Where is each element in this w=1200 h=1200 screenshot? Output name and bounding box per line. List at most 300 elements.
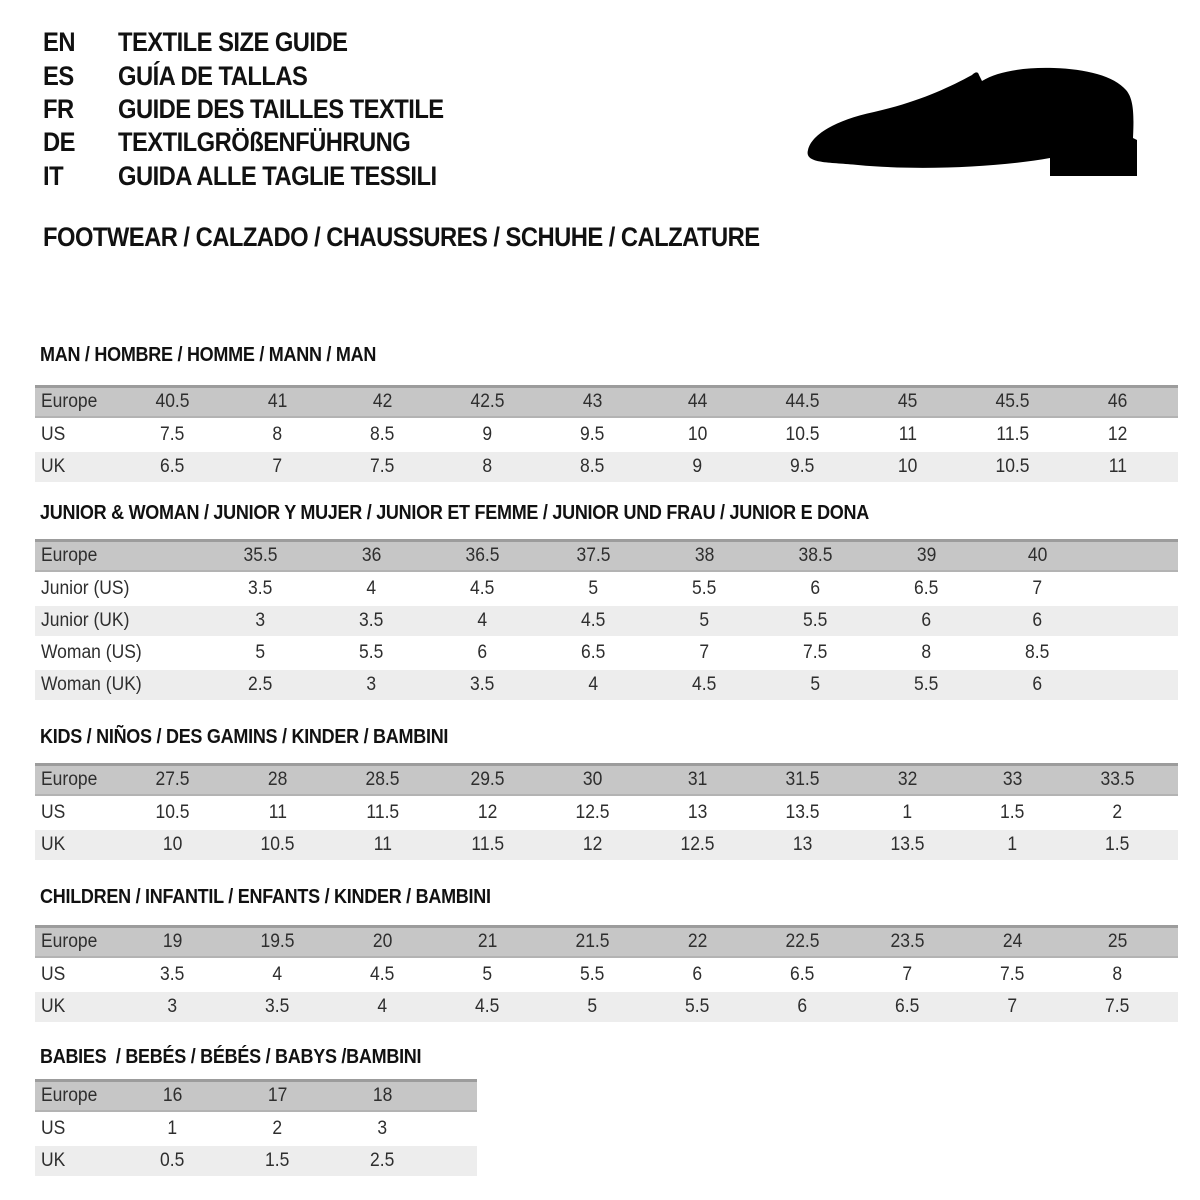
table-row-uk xyxy=(35,1146,477,1176)
size-cell xyxy=(316,674,427,696)
size-table xyxy=(35,763,1178,860)
row-end-spacer xyxy=(1170,1007,1178,1008)
size-cell xyxy=(760,545,871,567)
size-section-children xyxy=(35,887,1178,1024)
size-cell xyxy=(120,391,225,413)
size-section-man xyxy=(35,345,1178,484)
row-label xyxy=(35,642,205,664)
size-cell xyxy=(649,545,760,567)
size-cell xyxy=(330,964,435,986)
size-value: 11.5 xyxy=(996,424,1029,445)
row-label xyxy=(35,964,120,986)
size-cell xyxy=(538,545,649,567)
row-end-spacer xyxy=(1170,845,1178,846)
size-value: 33 xyxy=(1002,769,1023,790)
size-value: 8 xyxy=(1112,964,1123,985)
size-cell xyxy=(225,964,330,986)
size-value: 6.5 xyxy=(581,642,606,663)
table-row-us xyxy=(35,960,1178,990)
table-row-europe xyxy=(35,925,1178,958)
size-cell xyxy=(855,996,960,1018)
size-cell xyxy=(225,996,330,1018)
category-line: FOOTWEAR / CALZADO / CHAUSSURES / SCHUHE / CALZATURE xyxy=(43,222,760,252)
size-cell xyxy=(982,642,1093,664)
size-value: 1 xyxy=(167,1118,178,1139)
row-label-text: Junior (US) xyxy=(41,578,130,599)
size-cell xyxy=(435,964,540,986)
size-value: 25 xyxy=(1107,931,1128,952)
size-cell xyxy=(1065,391,1170,413)
size-value: 4.5 xyxy=(370,964,395,985)
size-cell xyxy=(435,456,540,478)
size-value: 12 xyxy=(1107,424,1128,445)
size-value: 9.5 xyxy=(790,456,815,477)
size-cell xyxy=(538,642,649,664)
size-value: 7.5 xyxy=(370,456,395,477)
size-cell xyxy=(750,802,855,824)
size-value: 10.5 xyxy=(785,424,820,445)
row-label xyxy=(35,610,205,632)
size-value: 31.5 xyxy=(785,769,820,790)
size-table xyxy=(35,1079,477,1176)
size-cell xyxy=(225,802,330,824)
row-label-text: UK xyxy=(41,996,66,1017)
size-cell xyxy=(750,424,855,446)
size-value: 6 xyxy=(692,964,703,985)
size-cell xyxy=(960,424,1065,446)
size-cell xyxy=(1065,964,1170,986)
size-cell xyxy=(960,996,1065,1018)
size-cell xyxy=(982,674,1093,696)
size-value: 5 xyxy=(699,610,710,631)
size-cell xyxy=(540,964,645,986)
table-row-uk xyxy=(35,452,1178,482)
size-cell xyxy=(330,802,435,824)
size-value: 1 xyxy=(1007,834,1018,855)
size-value: 9.5 xyxy=(580,424,605,445)
size-value: 8.5 xyxy=(1025,642,1050,663)
size-value: 13.5 xyxy=(890,834,925,855)
row-label xyxy=(35,931,120,953)
size-cell xyxy=(225,834,330,856)
size-cell xyxy=(871,610,982,632)
size-value: 4.5 xyxy=(475,996,500,1017)
size-value: 11.5 xyxy=(471,834,504,855)
size-value: 40 xyxy=(1027,545,1048,566)
size-cell xyxy=(538,674,649,696)
size-value: 5.5 xyxy=(685,996,710,1017)
language-line-es xyxy=(43,59,488,92)
size-cell xyxy=(120,1118,225,1140)
size-value: 38 xyxy=(694,545,715,566)
size-cell xyxy=(205,578,316,600)
language-title-list xyxy=(43,26,488,193)
size-value: 8.5 xyxy=(370,424,395,445)
size-cell xyxy=(855,424,960,446)
size-value: 39 xyxy=(916,545,937,566)
size-cell xyxy=(316,545,427,567)
language-guide-title: TEXTILE SIZE GUIDE xyxy=(118,27,348,58)
size-cell xyxy=(225,1118,330,1140)
size-section-kids xyxy=(35,727,1178,862)
row-end-spacer xyxy=(435,1096,477,1097)
size-value: 40.5 xyxy=(155,391,190,412)
size-cell xyxy=(645,802,750,824)
size-value: 2.5 xyxy=(248,674,273,695)
size-cell xyxy=(540,931,645,953)
size-value: 32 xyxy=(897,769,918,790)
table-row-us xyxy=(35,1114,477,1144)
size-cell xyxy=(960,834,1065,856)
size-cell xyxy=(225,424,330,446)
table-row-junior-uk xyxy=(35,606,1178,636)
row-label-text: UK xyxy=(41,456,66,477)
size-cell xyxy=(540,996,645,1018)
size-value: 4.5 xyxy=(470,578,495,599)
size-cell xyxy=(225,931,330,953)
table-row-europe xyxy=(35,763,1178,796)
size-value: 21.5 xyxy=(575,931,610,952)
size-value: 4.5 xyxy=(692,674,717,695)
size-value: 24 xyxy=(1002,931,1023,952)
size-cell xyxy=(330,1118,435,1140)
size-value: 3 xyxy=(167,996,178,1017)
size-cell xyxy=(225,391,330,413)
size-value: 3.5 xyxy=(248,578,273,599)
size-cell xyxy=(645,996,750,1018)
size-value: 35.5 xyxy=(243,545,278,566)
size-value: 8 xyxy=(272,424,283,445)
size-value: 22.5 xyxy=(785,931,820,952)
size-section-babies xyxy=(35,1047,1178,1178)
language-code: FR xyxy=(43,93,74,124)
size-value: 6.5 xyxy=(914,578,939,599)
row-label xyxy=(35,1085,120,1107)
size-cell xyxy=(855,931,960,953)
size-value: 10 xyxy=(897,456,918,477)
row-end-spacer xyxy=(1170,942,1178,943)
size-cell xyxy=(645,964,750,986)
size-cell xyxy=(855,391,960,413)
size-value: 23.5 xyxy=(890,931,925,952)
size-cell xyxy=(750,834,855,856)
size-cell xyxy=(750,456,855,478)
size-cell xyxy=(649,674,760,696)
size-cell xyxy=(750,769,855,791)
size-cell xyxy=(982,545,1093,567)
size-cell xyxy=(1065,802,1170,824)
size-value: 33.5 xyxy=(1100,769,1135,790)
row-label xyxy=(35,996,120,1018)
language-line-de xyxy=(43,126,488,159)
size-cell xyxy=(760,642,871,664)
size-value: 5.5 xyxy=(914,674,939,695)
table-row-us xyxy=(35,798,1178,828)
size-value: 43 xyxy=(582,391,603,412)
language-guide-title: TEXTILGRÖßENFÜHRUNG xyxy=(118,127,411,158)
size-value: 6 xyxy=(921,610,932,631)
table-row-uk xyxy=(35,830,1178,860)
size-cell xyxy=(750,391,855,413)
row-label xyxy=(35,834,120,856)
size-cell xyxy=(330,769,435,791)
size-value: 3.5 xyxy=(265,996,290,1017)
size-value: 30 xyxy=(582,769,603,790)
size-value: 7.5 xyxy=(1105,996,1130,1017)
language-line-it xyxy=(43,160,488,193)
row-end-spacer xyxy=(1093,556,1178,557)
size-value: 11 xyxy=(898,424,917,445)
size-value: 22 xyxy=(687,931,708,952)
section-title: KIDS / NIÑOS / DES GAMINS / KINDER / BAMBINI xyxy=(40,726,449,748)
size-cell xyxy=(540,424,645,446)
table-row-europe xyxy=(35,539,1178,572)
size-value: 6 xyxy=(1032,674,1043,695)
table-row-uk xyxy=(35,992,1178,1022)
size-value: 44 xyxy=(687,391,708,412)
size-cell xyxy=(1065,424,1170,446)
row-label xyxy=(35,456,120,478)
size-value: 45 xyxy=(897,391,918,412)
size-cell xyxy=(871,674,982,696)
size-value: 5.5 xyxy=(580,964,605,985)
size-cell xyxy=(330,931,435,953)
size-cell xyxy=(960,931,1065,953)
size-value: 1 xyxy=(902,802,913,823)
row-label-text: UK xyxy=(41,1150,66,1171)
size-value: 7.5 xyxy=(1000,964,1025,985)
size-value: 19 xyxy=(162,931,183,952)
row-label xyxy=(35,769,120,791)
dress-shoe-icon xyxy=(802,66,1142,181)
size-cell xyxy=(120,456,225,478)
size-cell xyxy=(750,931,855,953)
size-cell xyxy=(435,391,540,413)
size-cell xyxy=(871,642,982,664)
size-cell xyxy=(120,1150,225,1172)
size-value: 3 xyxy=(366,674,377,695)
size-value: 13.5 xyxy=(785,802,820,823)
size-cell xyxy=(960,456,1065,478)
row-end-spacer xyxy=(1093,685,1178,686)
row-label-text: Europe xyxy=(41,391,98,412)
size-value: 2 xyxy=(1112,802,1123,823)
size-value: 5 xyxy=(255,642,266,663)
row-label xyxy=(35,424,120,446)
size-value: 1.5 xyxy=(1000,802,1025,823)
table-row-europe xyxy=(35,385,1178,418)
row-end-spacer xyxy=(1170,813,1178,814)
section-title: MAN / HOMBRE / HOMME / MANN / MAN xyxy=(40,344,377,366)
size-value: 5 xyxy=(588,578,599,599)
size-cell xyxy=(960,802,1065,824)
size-cell xyxy=(205,674,316,696)
size-cell xyxy=(330,456,435,478)
size-value: 16 xyxy=(162,1085,183,1106)
size-value: 6 xyxy=(1032,610,1043,631)
size-cell xyxy=(330,996,435,1018)
size-value: 6 xyxy=(797,996,808,1017)
size-value: 1.5 xyxy=(265,1150,290,1171)
size-cell xyxy=(750,996,855,1018)
row-label-text: UK xyxy=(41,834,66,855)
size-value: 11 xyxy=(268,802,287,823)
size-cell xyxy=(330,1150,435,1172)
size-value: 6.5 xyxy=(895,996,920,1017)
size-cell xyxy=(330,1085,435,1107)
size-value: 7 xyxy=(902,964,913,985)
size-cell xyxy=(1065,996,1170,1018)
size-value: 10.5 xyxy=(995,456,1030,477)
size-table xyxy=(35,385,1178,482)
size-cell xyxy=(540,769,645,791)
size-cell xyxy=(982,578,1093,600)
row-label xyxy=(35,802,120,824)
size-value: 17 xyxy=(267,1085,288,1106)
row-label xyxy=(35,391,120,413)
row-end-spacer xyxy=(435,1129,477,1130)
size-cell xyxy=(855,834,960,856)
language-code: ES xyxy=(43,60,74,91)
size-value: 4.5 xyxy=(581,610,606,631)
size-cell xyxy=(330,834,435,856)
size-cell xyxy=(435,996,540,1018)
language-guide-title: GUIDE DES TAILLES TEXTILE xyxy=(118,93,444,124)
size-value: 28.5 xyxy=(365,769,400,790)
size-value: 4 xyxy=(272,964,283,985)
size-cell xyxy=(205,545,316,567)
size-cell xyxy=(649,610,760,632)
size-cell xyxy=(855,456,960,478)
size-value: 11 xyxy=(1108,456,1127,477)
size-cell xyxy=(855,769,960,791)
size-value: 3.5 xyxy=(359,610,384,631)
size-value: 8 xyxy=(921,642,932,663)
size-cell xyxy=(1065,834,1170,856)
row-label-text: US xyxy=(41,964,66,985)
size-cell xyxy=(205,610,316,632)
size-value: 5.5 xyxy=(359,642,384,663)
size-value: 4 xyxy=(477,610,488,631)
size-value: 5.5 xyxy=(803,610,828,631)
row-label xyxy=(35,545,205,567)
row-label-text: Europe xyxy=(41,769,98,790)
size-value: 7 xyxy=(272,456,283,477)
size-value: 6.5 xyxy=(790,964,815,985)
size-cell xyxy=(435,931,540,953)
size-cell xyxy=(1065,931,1170,953)
row-label-text: US xyxy=(41,802,66,823)
size-value: 12 xyxy=(477,802,498,823)
language-line-en xyxy=(43,26,488,59)
size-cell xyxy=(1065,456,1170,478)
size-value: 9 xyxy=(482,424,493,445)
size-value: 18 xyxy=(372,1085,393,1106)
size-cell xyxy=(316,610,427,632)
size-cell xyxy=(120,834,225,856)
size-cell xyxy=(960,769,1065,791)
size-section-junior-woman xyxy=(35,503,1178,702)
size-cell xyxy=(427,610,538,632)
size-value: 6 xyxy=(477,642,488,663)
size-value: 19.5 xyxy=(260,931,295,952)
size-cell xyxy=(316,642,427,664)
size-cell xyxy=(871,545,982,567)
size-cell xyxy=(645,769,750,791)
size-cell xyxy=(649,578,760,600)
size-value: 7 xyxy=(699,642,710,663)
size-cell xyxy=(330,391,435,413)
size-cell xyxy=(960,391,1065,413)
size-value: 4 xyxy=(588,674,599,695)
language-line-fr xyxy=(43,93,488,126)
size-cell xyxy=(120,1085,225,1107)
size-value: 42 xyxy=(372,391,393,412)
size-cell xyxy=(540,456,645,478)
size-value: 45.5 xyxy=(995,391,1030,412)
size-value: 7.5 xyxy=(803,642,828,663)
size-value: 3 xyxy=(255,610,266,631)
row-label-text: Junior (UK) xyxy=(41,610,130,631)
size-value: 11.5 xyxy=(366,802,399,823)
row-label-text: US xyxy=(41,1118,66,1139)
table-row-us xyxy=(35,420,1178,450)
row-end-spacer xyxy=(435,1161,477,1162)
size-value: 37.5 xyxy=(576,545,611,566)
size-value: 5 xyxy=(810,674,821,695)
dress-shoe-silhouette xyxy=(808,68,1137,176)
size-value: 8 xyxy=(482,456,493,477)
size-cell xyxy=(225,769,330,791)
size-value: 4 xyxy=(366,578,377,599)
size-cell xyxy=(760,578,871,600)
size-value: 20 xyxy=(372,931,393,952)
size-value: 38.5 xyxy=(798,545,833,566)
size-cell xyxy=(645,456,750,478)
size-cell xyxy=(120,931,225,953)
size-cell xyxy=(225,456,330,478)
size-cell xyxy=(316,578,427,600)
size-value: 42.5 xyxy=(470,391,505,412)
size-value: 21 xyxy=(477,931,498,952)
row-label-text: Woman (US) xyxy=(41,642,142,663)
size-cell xyxy=(1065,769,1170,791)
size-value: 36 xyxy=(361,545,382,566)
size-value: 44.5 xyxy=(785,391,820,412)
size-value: 7.5 xyxy=(160,424,185,445)
size-cell xyxy=(435,424,540,446)
size-value: 10.5 xyxy=(155,802,190,823)
size-value: 5 xyxy=(482,964,493,985)
size-value: 7 xyxy=(1032,578,1043,599)
row-label-text: Europe xyxy=(41,931,98,952)
size-cell xyxy=(871,578,982,600)
size-cell xyxy=(435,802,540,824)
size-cell xyxy=(960,964,1065,986)
size-value: 2 xyxy=(272,1118,283,1139)
table-row-europe xyxy=(35,1079,477,1112)
size-cell xyxy=(760,674,871,696)
size-cell xyxy=(435,769,540,791)
size-table xyxy=(35,539,1178,700)
language-guide-title: GUIDA ALLE TAGLIE TESSILI xyxy=(118,160,437,191)
size-value: 2.5 xyxy=(370,1150,395,1171)
size-cell xyxy=(760,610,871,632)
size-cell xyxy=(982,610,1093,632)
size-cell xyxy=(540,391,645,413)
size-value: 41 xyxy=(267,391,288,412)
size-value: 29.5 xyxy=(470,769,505,790)
